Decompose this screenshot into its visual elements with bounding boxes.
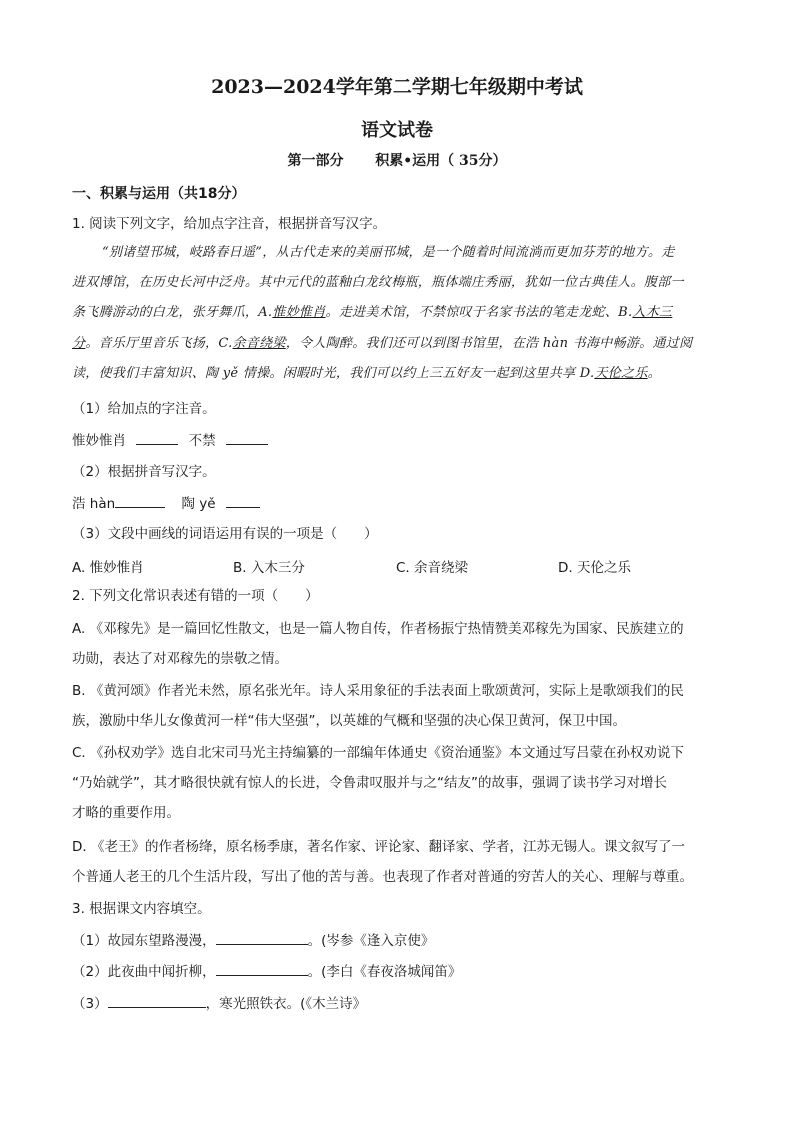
option-c[interactable]: C. 余音绕梁 xyxy=(396,560,469,576)
q3-item-1-source: 。(岑参《逢入京使》 xyxy=(307,933,435,949)
option-b[interactable]: B. 入木三分 xyxy=(233,560,305,576)
passage-line-1: “别诸望邗城，岐路春日遥”，从古代走来的美丽邗城，是一个随着时间流淌而更加芬芳的地方。走 xyxy=(102,245,675,260)
q3-item-3 xyxy=(72,993,720,1014)
part-label: 第一部分 xyxy=(287,153,344,169)
q2-option-d-line1: D. 《老王》的作者杨绛，原名杨季康，著名作家、评论家、翻译家、学者，江苏无锡人。课文叙写了一 xyxy=(72,839,685,855)
answer-blank[interactable] xyxy=(115,493,165,508)
underlined-term-b-end: 分 xyxy=(72,336,86,351)
q2-option-b-line2: 族，激励中华儿女像黄河一样“伟大坚强”，以英雄的气概和坚强的决心保卫黄河，保卫中国。 xyxy=(72,713,626,729)
passage-text: ，令人陶醉。我们还可以到图书馆里，在浩 hàn 书海中畅游。通过阅 xyxy=(285,336,693,351)
passage-text: 条飞腾游动的白龙，张牙舞爪，A. xyxy=(72,305,273,320)
passage-line-3 xyxy=(72,303,720,323)
passage-line-5 xyxy=(72,364,720,384)
fill-blank[interactable] xyxy=(216,961,308,976)
q1-sub2: （2）根据拼音写汉字。 xyxy=(72,464,216,480)
q3-item-3-lead: （3） xyxy=(72,996,108,1012)
passage-text: 。走进美术馆，不禁惊叹于名家书法的笔走龙蛇、B. xyxy=(325,305,633,320)
q3-item-1-lead: （1）故园东望路漫漫， xyxy=(72,933,216,949)
q1-sub3: （3）文段中画线的词语运用有误的一项是（ ） xyxy=(72,526,378,542)
sub1-word-a: 惟妙惟肖 xyxy=(72,433,126,449)
answer-blank[interactable] xyxy=(226,430,268,445)
exam-subtitle: 语文试卷 xyxy=(361,120,433,141)
section-heading: 一、积累与运用（共18分） xyxy=(72,186,246,202)
passage-line-2: 进双博馆，在历史长河中泛舟。其中元代的蓝釉白龙纹梅瓶，瓶体端庄秀丽，犹如一位古典佳人。腹部一 xyxy=(72,275,684,290)
part-heading xyxy=(0,150,794,170)
q3-item-2-source: 。(李白《春夜洛城闻笛》 xyxy=(307,964,462,980)
q2-option-c-line3: 才略的重要作用。 xyxy=(72,805,180,821)
answer-blank[interactable] xyxy=(226,493,260,508)
q1-stem: 1. 阅读下列文字，给加点字注音，根据拼音写汉字。 xyxy=(72,216,387,232)
option-d[interactable]: D. 天伦之乐 xyxy=(558,560,631,576)
underlined-term-d: 天伦之乐 xyxy=(594,366,648,381)
q2-stem: 2. 下列文化常识表述有错的一项（ ） xyxy=(72,588,319,604)
q2-option-c-line1: C. 《孙权劝学》选自北宋司马光主持编纂的一部编年体通史《资治通鉴》本文通过写吕蒙在孙权劝说下 xyxy=(72,745,685,761)
q3-item-2 xyxy=(72,961,720,982)
part-name: 积累•运用（ 35分） xyxy=(375,153,507,169)
option-a[interactable]: A. 惟妙惟肖 xyxy=(72,560,144,576)
underlined-term-b: 入木三 xyxy=(632,305,673,320)
q1-sub2-answers xyxy=(72,493,720,514)
q3-item-1 xyxy=(72,930,720,951)
q3-item-2-lead: （2）此夜曲中闻折柳， xyxy=(72,964,216,980)
q2-option-d-line2: 个普通人老王的几个生活片段，写出了他的苦与善。也表现了作者对普通的穷苦人的关心、理解与尊重。 xyxy=(72,869,693,885)
q3-stem: 3. 根据课文内容填空。 xyxy=(72,901,211,917)
q2-option-b-line1: B. 《黄河颂》作者光未然，原名张光年。诗人采用象征的手法表面上歌颂黄河，实际上是歌颂我们的民 xyxy=(72,683,684,699)
passage-line-4 xyxy=(72,334,720,354)
passage-text: 读，使我们丰富知识、陶 yě 情操。闲暇时光，我们可以约上三五好友一起到这里共享 D. xyxy=(72,366,595,381)
sub2-word-a: 浩 hàn xyxy=(72,496,116,512)
q2-option-a-line1: A. 《邓稼先》是一篇回忆性散文，也是一篇人物自传，作者杨振宁热情赞美邓稼先为国家、民族建立的 xyxy=(72,621,684,637)
fill-blank[interactable] xyxy=(216,930,308,945)
q1-sub1: （1）给加点的字注音。 xyxy=(72,401,216,417)
q3-item-3-source: ，寒光照铁衣。(《木兰诗》 xyxy=(205,996,367,1012)
fill-blank[interactable] xyxy=(108,993,206,1008)
q2-option-c-line2: “乃始就学”，其才略很快就有惊人的长进，令鲁肃叹服并与之“结友”的故事，强调了读书学习对增长 xyxy=(72,775,667,791)
underlined-term-a: 惟妙惟肖 xyxy=(272,305,326,320)
underlined-term-c: 余音绕梁 xyxy=(232,336,286,351)
answer-blank[interactable] xyxy=(136,430,178,445)
sub1-word-b: 不禁 xyxy=(188,433,216,449)
q1-sub1-answers xyxy=(72,430,720,451)
exam-title: 2023—2024学年第二学期七年级期中考试 xyxy=(211,76,583,98)
passage-text: 。音乐厅里音乐飞扬，C. xyxy=(85,336,233,351)
sub2-word-b: 陶 yě xyxy=(181,496,216,512)
q2-option-a-line2: 功勋，表达了对邓稼先的崇敬之情。 xyxy=(72,651,288,667)
passage-text: 。 xyxy=(647,366,661,381)
